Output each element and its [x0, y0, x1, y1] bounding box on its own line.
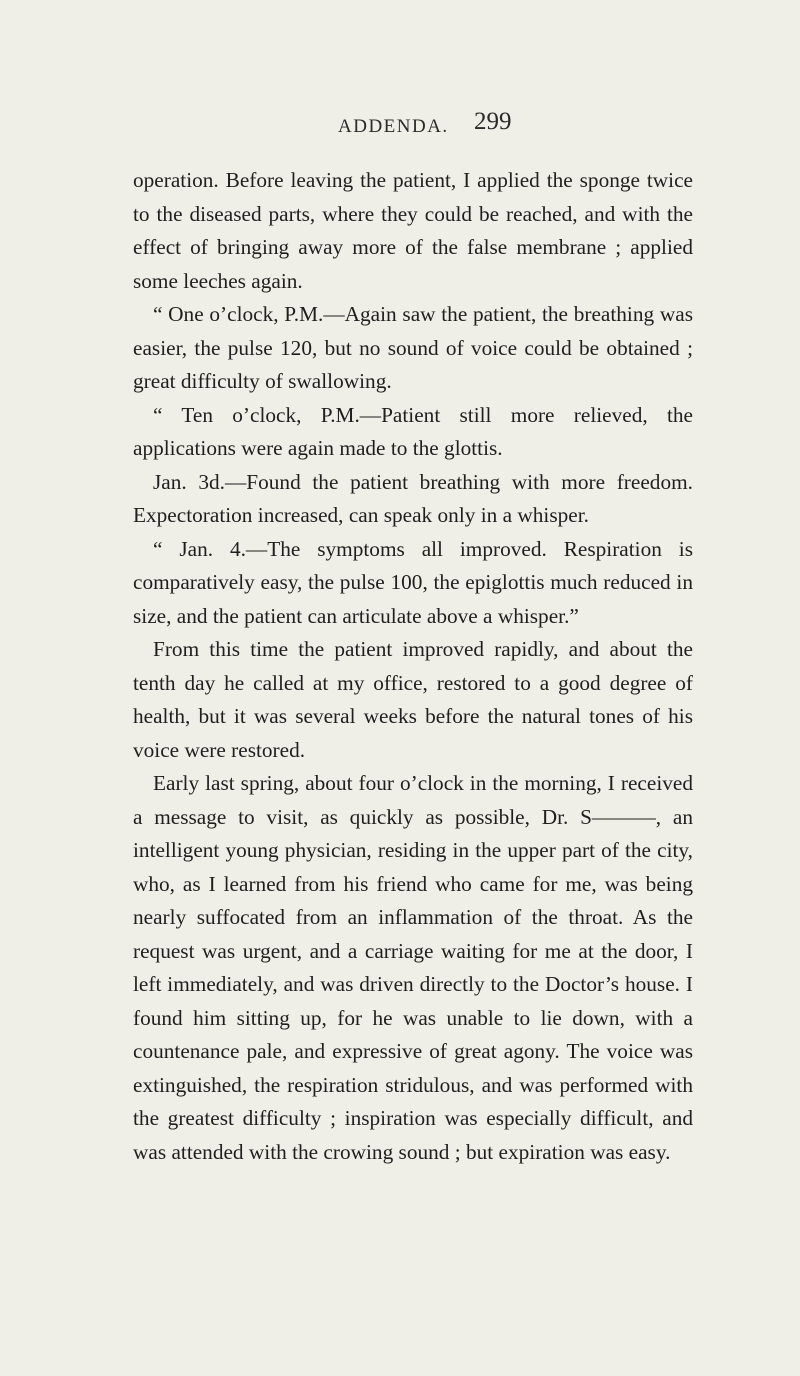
paragraph-early-spring: Early last spring, about four o’clock in the morning, I received a message to visit, as quickly as possible, Dr. S———, an intelligent young physician, residing in the upper part of the city, who, as I learned from his friend who came for me, was being nearly suffocated from an inflammation of the throat. As the request was urgent, and a carriage waiting for me at the door, I left immediately, and was driven directly to the Doctor’s house. I found him sitting up, for he was unable to lie down, with a countenance pale, and expressive of great agony. The voice was extinguished, the respiration stridulous, and was performed with the greatest difficulty ; inspiration was especially difficult, and was attended with the crowing sound ; but expiration was easy. — [133, 771, 693, 1164]
paragraph-operation: operation. Before leaving the patient, I applied the sponge twice to the diseased parts, where they could be reached, and with the effect of bringing away more of the false membrane ; applied some leeches again. — [133, 168, 693, 293]
body-text — [133, 164, 693, 1169]
paragraph-ten-oclock: “ Ten o’clock, P.M.—Patient still more relieved, the applications were again made to the glottis. — [133, 402, 693, 460]
paragraph-recovery: From this time the patient improved rapidly, and about the tenth day he called at my office, restored to a good degree of health, but it was several weeks before the natural tones of his voice were restored. — [133, 637, 693, 762]
paragraph-jan-3: Jan. 3d.—Found the patient breathing with more freedom. Expectoration increased, can speak only in a whisper. — [133, 469, 693, 527]
paragraph-jan-4: “ Jan. 4.—The symptoms all improved. Respiration is comparatively easy, the pulse 100, the epiglottis much reduced in size, and the patient can articulate above a whisper.” — [133, 536, 693, 628]
page-number: 299 — [474, 108, 512, 135]
running-head: ADDENDA. — [338, 116, 449, 137]
page-header — [0, 108, 800, 148]
paragraph-one-oclock: “ One o’clock, P.M.—Again saw the patient, the breathing was easier, the pulse 120, but no sound of voice could be obtained ; great difficulty of swallowing. — [133, 302, 693, 393]
